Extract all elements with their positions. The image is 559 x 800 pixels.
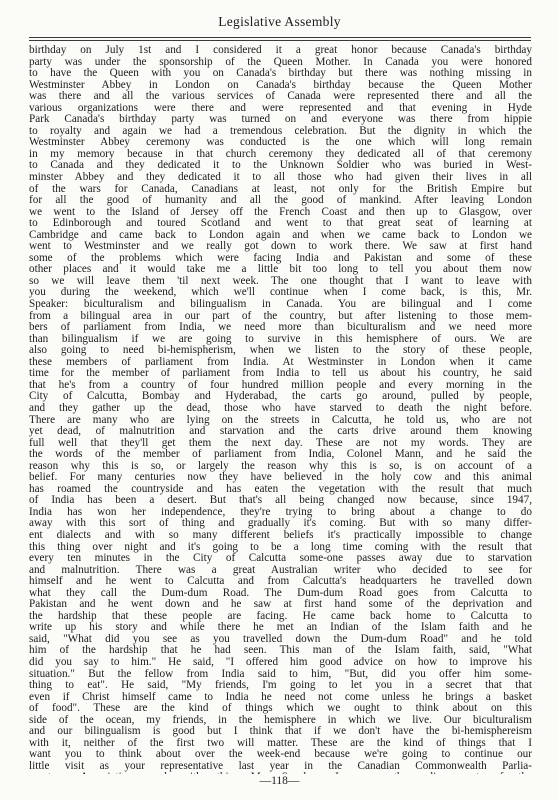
text-line: Park Canada's birthday party was turned on and everyone was there from hippie bbox=[29, 114, 532, 126]
text-line: some of the problems which were facing India and Pakistan and some of these bbox=[29, 252, 532, 264]
text-line: of food". These are the kind of things which we ought to think about on this bbox=[29, 703, 532, 715]
text-line: to have the Queen with you on Canada's birthday but there was nothing missing in bbox=[29, 68, 532, 80]
text-line: bers of parliament from India, we need more than biculturalism and we need more bbox=[29, 322, 532, 334]
text-line: these members of parliament from India. At Westminster in London when it came bbox=[29, 356, 532, 368]
text-line: India has won her independence, they're trying to bring about a change to do bbox=[29, 506, 532, 518]
text-line: write up his story and while there he met an Indian of the Islam faith and he bbox=[29, 622, 532, 634]
page-number: —118— bbox=[259, 775, 300, 787]
text-line: and malnutrition. There was a great Australian writer who decided to see for bbox=[29, 564, 532, 576]
text-line: that he's from a country of four hundred million people and every morning in the bbox=[29, 379, 532, 391]
text-line: ent dialects and with so many different beliefs it's practically impossible to change bbox=[29, 529, 532, 541]
text-line: City of Calcutta, Bombay and Hyderabad, the carts go around, pulled by people, bbox=[29, 391, 532, 403]
text-line: side of the ocean, my friends, in the hemisphere in which we live. Our biculturalism bbox=[29, 714, 532, 726]
text-line: to Canada and they dedicated it to the Unknown Soldier who was buried in West- bbox=[29, 160, 532, 172]
text-line: than bilingualism if we are going to survive in this hemisphere of ours. We are bbox=[29, 333, 532, 345]
text-line: little visit as your representative last year in the Canadian Commonwealth Parlia- bbox=[29, 760, 532, 772]
text-line: him of the hardship that he had seen. This man of the Islam faith, said, "What bbox=[29, 645, 532, 657]
text-line: for all the good of humanity and all the good of mankind. After leaving London bbox=[29, 195, 532, 207]
text-line: even if Christ himself came to India he need not come unless he brings a basket bbox=[29, 691, 532, 703]
text-line: has roamed the countryside and has eaten the vegetation with the result that much bbox=[29, 483, 532, 495]
text-line: various organizations were there and were represented and that evening in Hyde bbox=[29, 102, 532, 114]
page-header-title: Legislative Assembly bbox=[218, 14, 341, 29]
header-rule-top bbox=[29, 37, 531, 38]
text-line: Speaker: biculturalism and bilingualism in Canada. You are bilingual and I come bbox=[29, 299, 532, 311]
text-line: also going to need bi-hemispherism, when we listen to the story of these people, bbox=[29, 345, 532, 357]
text-line: to Edinborough and toured Scotland and went to that great seat of learning at bbox=[29, 218, 532, 230]
text-line: yet dead, of malnutrition and starvation and the carts drive around them knowing bbox=[29, 426, 532, 438]
text-line: so we will leave them 'til next week. The one thought that I want to leave with bbox=[29, 275, 532, 287]
text-line: minster Abbey and they dedicated it to all those who had given their lives in all bbox=[29, 172, 532, 184]
text-line: we went to the Island of Jersey off the French Coast and then up to Glasgow, over bbox=[29, 206, 532, 218]
header-rule-bottom bbox=[29, 40, 531, 41]
body-text bbox=[29, 45, 532, 774]
text-line: Westminster Abbey ceremony was conducted is the one which will long remain bbox=[29, 137, 532, 149]
text-line: Westminster Abbey in London on Canada's birthday because the Queen Mother bbox=[29, 79, 532, 91]
text-line: full well that they'll get them the next day. These are not my words. They are bbox=[29, 437, 532, 449]
text-line: to royalty and again we had a tremendous celebration. But the dignity in which the bbox=[29, 125, 532, 137]
text-line bbox=[29, 772, 532, 774]
text-line: other places and it would take me a little bit too long to tell you about them now bbox=[29, 264, 532, 276]
text-line: want you to think about over the week-end because we're going to continue our bbox=[29, 749, 532, 761]
text-line: the hardship that these people are facing. He came back home to Calcutta to bbox=[29, 610, 532, 622]
text-line: every ten minutes in the City of Calcutta some-one passes away due to starvation bbox=[29, 553, 532, 565]
text-line: himself and he went to Calcutta and from Calcutta's headquarters he travelled down bbox=[29, 576, 532, 588]
text-line: There are many who are lying on the streets in Calcutta, he told us, who are not bbox=[29, 414, 532, 426]
text-line: belief. For many centuries now they have believed in the holy cow and this animal bbox=[29, 472, 532, 484]
text-line: thing to eat". He said, "My friends, I'm going to let you in a secret that that bbox=[29, 680, 532, 692]
text-line: what they call the Dum-dum Road. The Dum-dum Road goes from Calcutta to bbox=[29, 587, 532, 599]
text-line: party was under the sponsorship of the Queen Mother. In Canada you were honored bbox=[29, 56, 532, 68]
text-line: and our bilingualism is good but I think that if we don't have the bi-hemisphereism bbox=[29, 726, 532, 738]
text-line: the words of the member of parliament from India, Colonel Mann, and he said the bbox=[29, 449, 532, 461]
text-line: you during the weekend, which we'll continue when I come back, is this, Mr. bbox=[29, 287, 532, 299]
text-line: situation." But the fellow from India said to him, "But, did you offer him some- bbox=[29, 668, 532, 680]
text-line: away with this sort of thing and gradually it's coming. But with so many differ- bbox=[29, 518, 532, 530]
text-line: did you say to him." He said, "I offered him good advice on how to improve his bbox=[29, 656, 532, 668]
text-line: went to Westminster and we really got down to work there. We saw at first hand bbox=[29, 241, 532, 253]
text-line: time for the member of parliament from India to tell us about his country, he said bbox=[29, 368, 532, 380]
text-line: Cambridge and came back to London again and when we came back to London we bbox=[29, 229, 532, 241]
text-line: with it, neither of the first two will matter. These are the kind of things that I bbox=[29, 737, 532, 749]
text-line: of India has been a desert. But that's all being changed now because, since 1947, bbox=[29, 495, 532, 507]
text-line: reason why this is so, or largely the reason why this is so, is on account of a bbox=[29, 460, 532, 472]
text-line: said, "What did you see as you travelled down the Dum-dum Road" and he told bbox=[29, 633, 532, 645]
text-line: of the wars for Canada, Canadians at least, not only for the British Empire but bbox=[29, 183, 532, 195]
text-line: this thing over night and it's going to be a long time coming with the result that bbox=[29, 541, 532, 553]
text-line: in my memory because in that church ceremony they dedicated all of that ceremony bbox=[29, 148, 532, 160]
text-line: Pakistan and he went down and he saw at first hand some of the deprivation and bbox=[29, 599, 532, 611]
text-line: and they gather up the dead, those who have starved to death the night before. bbox=[29, 402, 532, 414]
text-line: was there and all the various services of Canada were represented there and all the bbox=[29, 91, 532, 103]
text-line: from a bilingual area in our part of the country, but after listening to those mem- bbox=[29, 310, 532, 322]
text-line: birthday on July 1st and I considered it a great honor because Canada's birthday bbox=[29, 45, 532, 56]
